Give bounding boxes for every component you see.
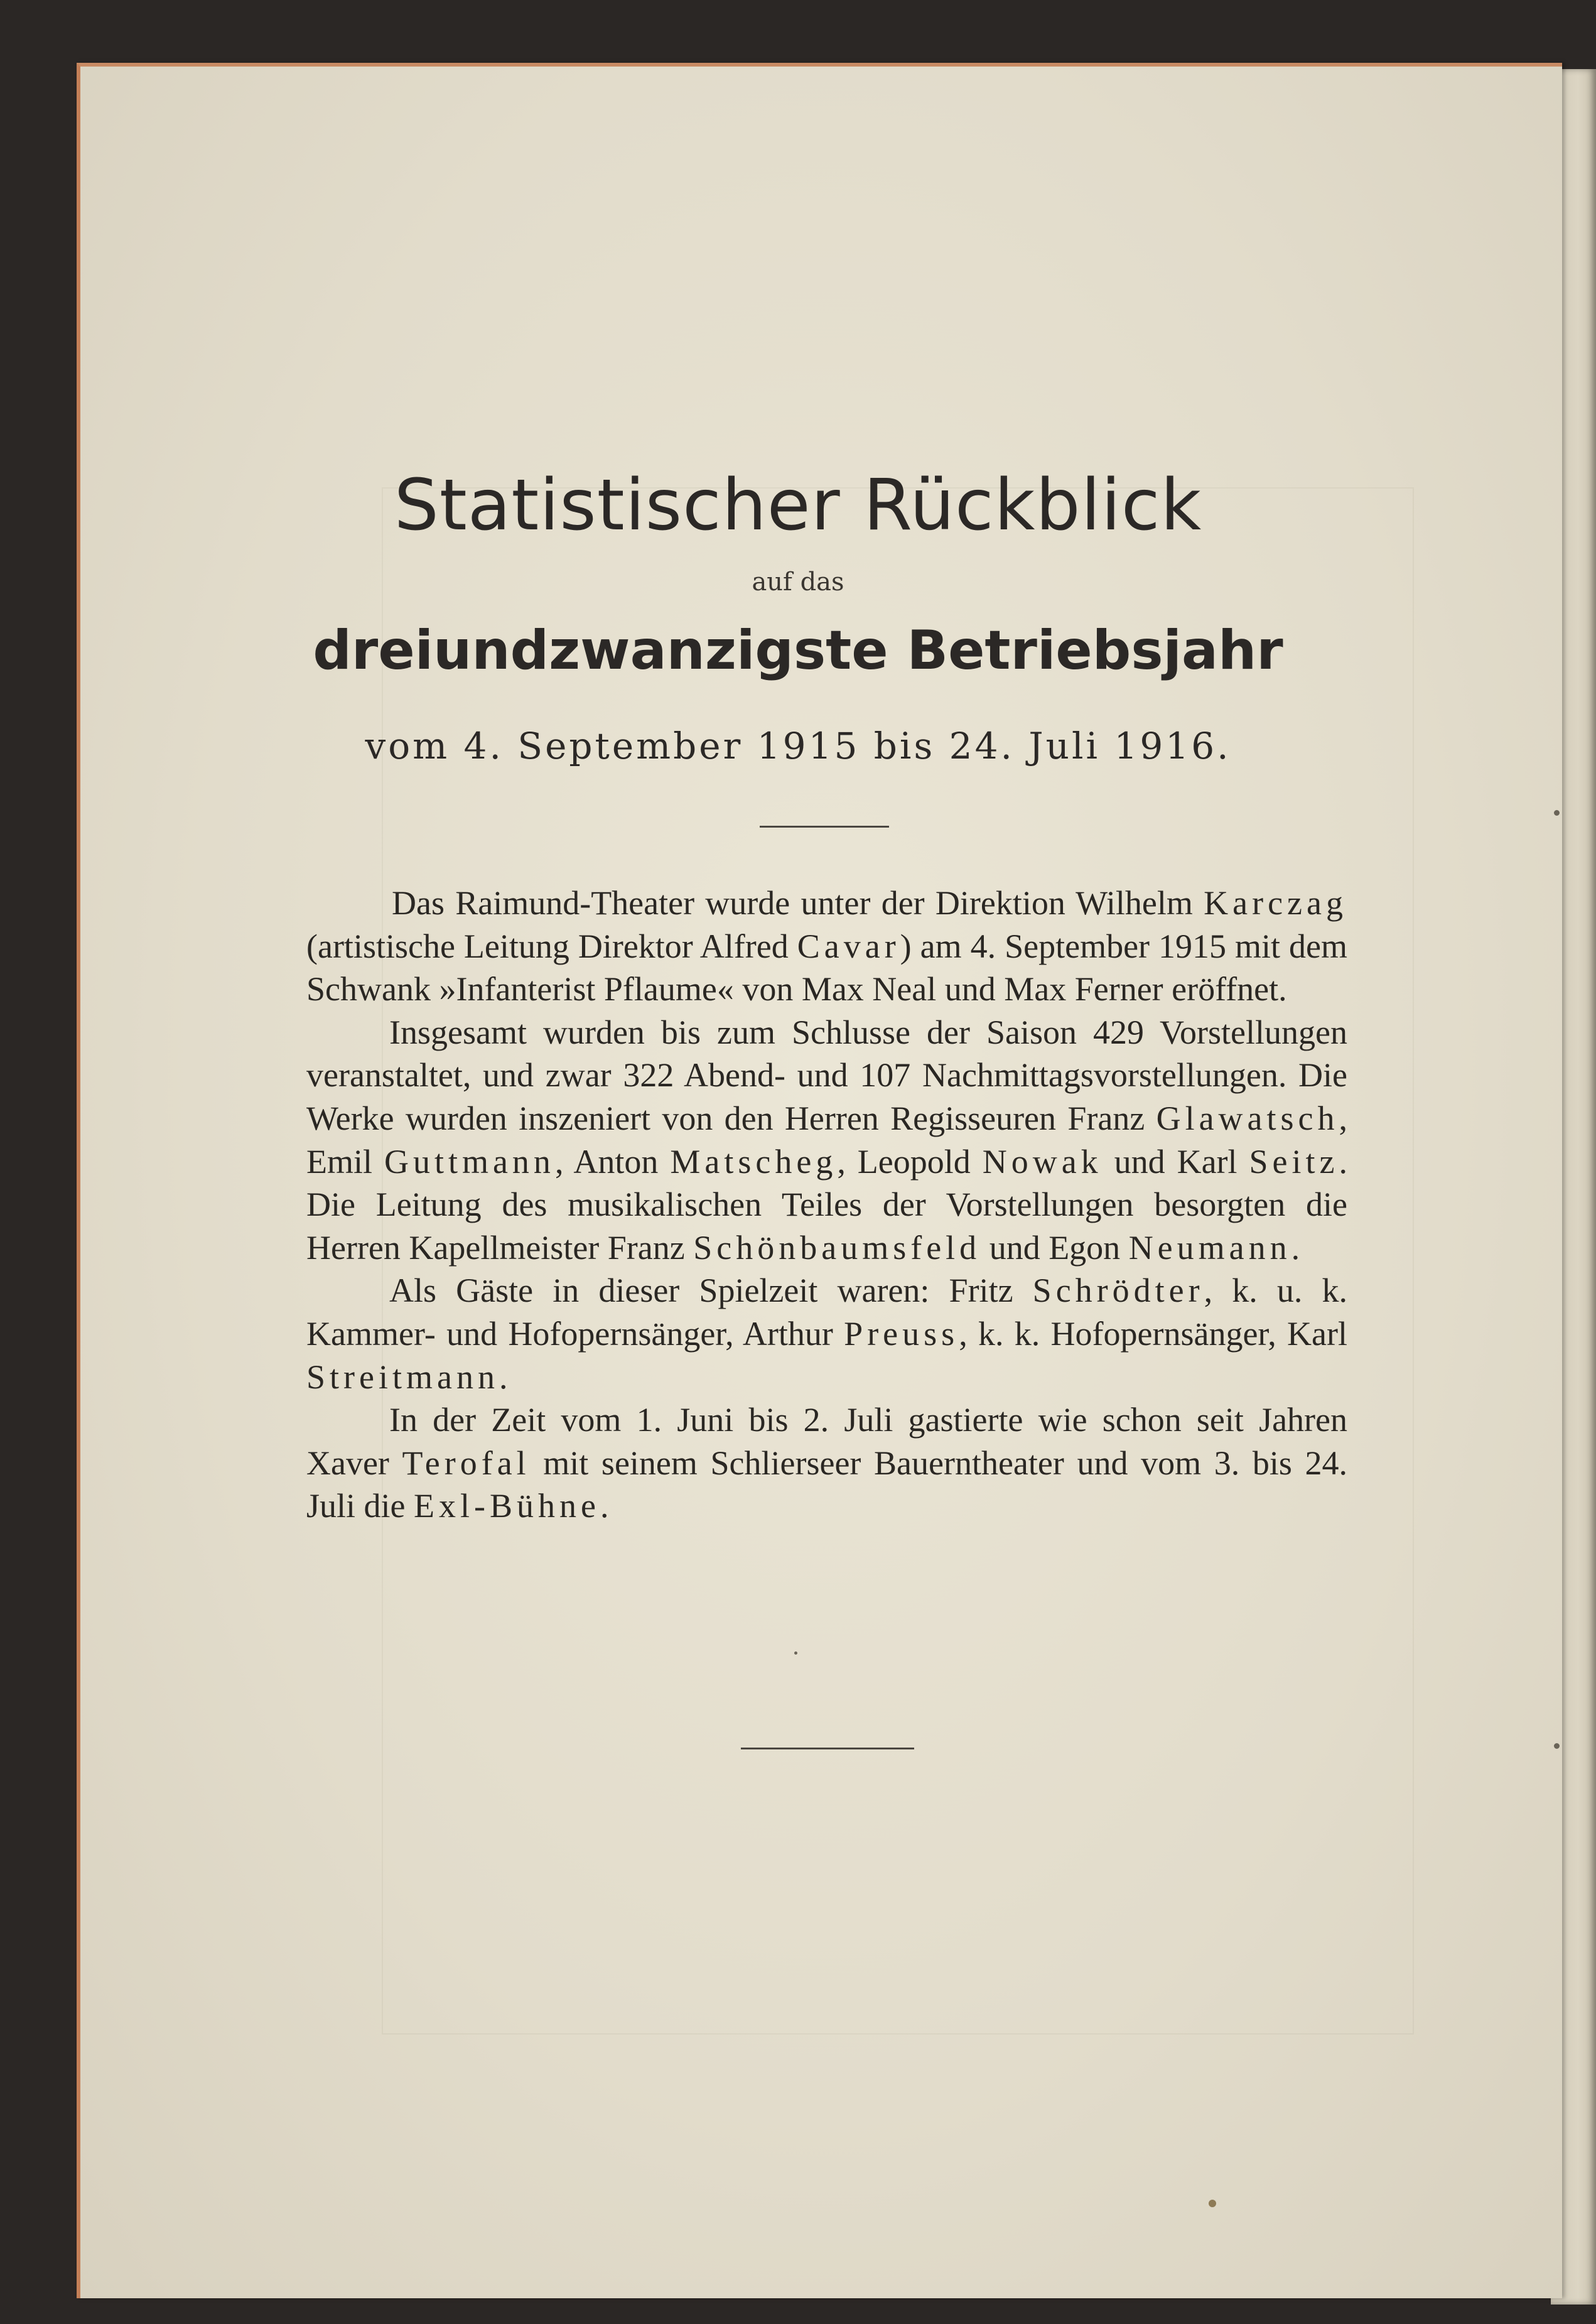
- paper-speck: [794, 1651, 797, 1655]
- divider-rule-bottom: [741, 1748, 914, 1749]
- name-schoenbaumsfeld: Schönbaumsfeld: [693, 1228, 981, 1267]
- p4-text-a: In der Zeit vom 1. Juni bis 2. Juli gastierte wie schon seit Jahren Xaver: [306, 1401, 1347, 1482]
- name-glawatsch: Glawatsch: [1156, 1099, 1339, 1137]
- paragraph-1: [306, 882, 1347, 1011]
- name-exl-buehne: Exl-Bühne: [414, 1487, 600, 1525]
- paper-speck: [1554, 1743, 1560, 1749]
- name-matscheg: Matscheg: [670, 1142, 838, 1181]
- paper-speck: [1554, 810, 1560, 816]
- paragraph-3: [306, 1269, 1347, 1398]
- p3-text-d: .: [499, 1358, 508, 1396]
- divider-rule-top: [760, 826, 889, 828]
- p2-text-a: Insgesamt wurden bis zum Schlusse der Saison 429 Vorstellungen veranstaltet, und zwar 322 Abend- und 107 Nachmittagsvorstellungen. Die Werke wurden inszeniert von den Herren Regisseuren Franz: [306, 1013, 1347, 1137]
- paper-speck: [1209, 2200, 1216, 2207]
- p4-text-b: mit seinem Schlierseer Bauerntheater und vom 3. bis 24. Juli die: [306, 1444, 1347, 1525]
- p2-text-b: , Emil: [306, 1099, 1347, 1181]
- p3-text-a: Als Gäste in dieser Spielzeit waren: Fritz: [389, 1272, 1033, 1310]
- name-terofal: Terofal: [402, 1444, 531, 1482]
- name-preuss: Preuss: [844, 1314, 959, 1353]
- paragraph-2: [306, 1011, 1347, 1270]
- p1-text-c: ) am 4. September 1915 mit dem Schwank »Infanterist Pflaume« von Max Neal und Max Ferner eröffnet.: [306, 927, 1347, 1008]
- p2-text-f: . Die Leitung des musikalischen Teiles der Vorstellungen besorgten die Herren Kapellmeister Franz: [306, 1142, 1347, 1267]
- p1-text-b: (artistische Leitung Direktor Alfred: [306, 927, 797, 965]
- p2-text-e: und Karl: [1102, 1142, 1249, 1181]
- p2-text-d: , Leopold: [837, 1142, 983, 1181]
- p2-text-c: , Anton: [554, 1142, 671, 1181]
- body-text: [306, 882, 1347, 1528]
- p4-text-c: .: [600, 1487, 609, 1525]
- p1-text-a: Das Raimund-Theater wurde unter der Direktion Wilhelm: [392, 884, 1204, 922]
- p2-text-h: .: [1291, 1228, 1300, 1267]
- name-nowak: Nowak: [982, 1142, 1103, 1181]
- name-schroedter: Schrödter: [1032, 1272, 1204, 1310]
- name-neumann: Neumann: [1128, 1228, 1291, 1267]
- paragraph-4: [306, 1398, 1347, 1528]
- p3-text-b: , k. u. k. Kammer- und Hofopernsänger, Arthur: [306, 1272, 1347, 1353]
- p3-text-c: , k. k. Hofopernsänger, Karl: [959, 1314, 1347, 1353]
- title-connector: auf das: [752, 568, 844, 597]
- name-streitmann: Streitmann: [306, 1358, 499, 1396]
- name-seitz: Seitz: [1249, 1142, 1339, 1181]
- name-guttmann: Guttmann: [384, 1142, 555, 1181]
- date-range: vom 4. September 1915 bis 24. Juli 1916.: [365, 725, 1231, 767]
- name-cavar: Cavar: [797, 927, 900, 965]
- name-karczag: Karczag: [1204, 884, 1347, 922]
- p2-text-g: und Egon: [981, 1228, 1129, 1267]
- page-title: Statistischer Rückblick: [394, 465, 1202, 546]
- page-subtitle: dreiundzwanzigste Betriebsjahr: [313, 619, 1283, 682]
